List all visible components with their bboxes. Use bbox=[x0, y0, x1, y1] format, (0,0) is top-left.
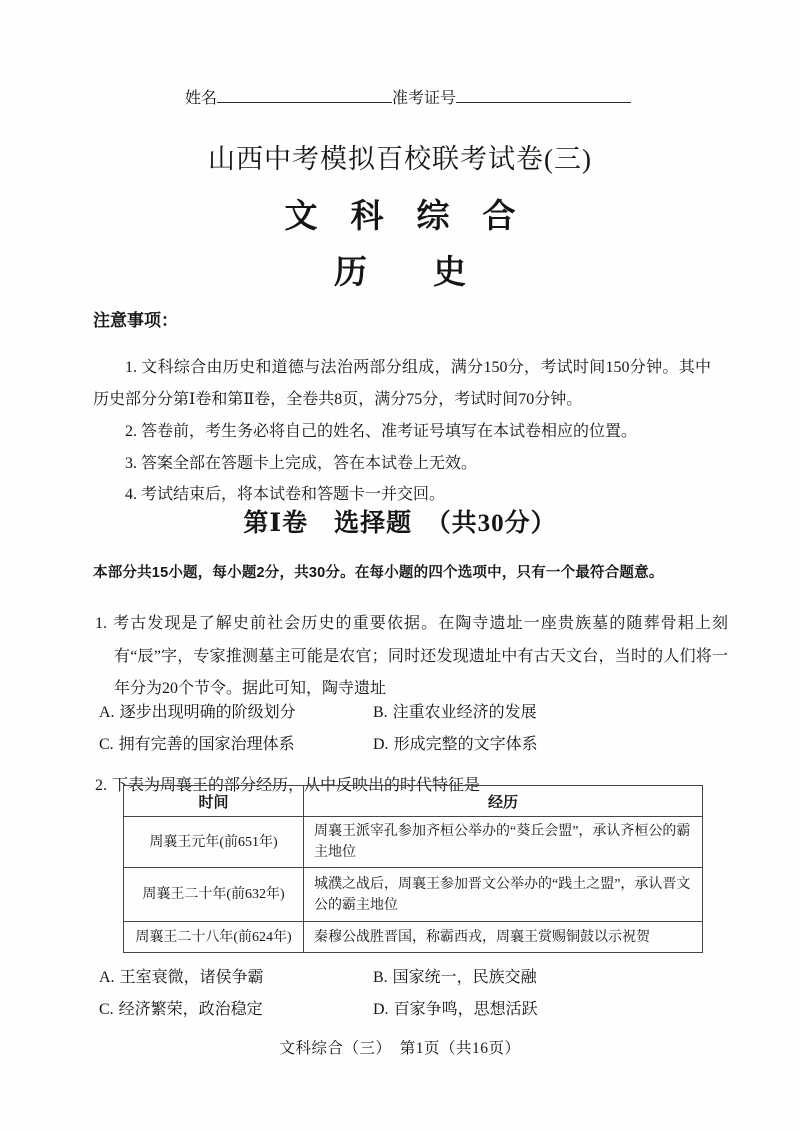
candidate-id-label: 准考证号 bbox=[392, 90, 457, 107]
option-text: 拥有完善的国家治理体系 bbox=[118, 735, 295, 753]
option-label: C. bbox=[99, 1000, 114, 1018]
option-label: C. bbox=[99, 735, 114, 753]
question-1 bbox=[95, 608, 728, 706]
option-label: D. bbox=[373, 735, 389, 753]
question-1-option-c bbox=[99, 731, 373, 754]
question-2-option-a bbox=[99, 964, 373, 987]
option-label: D. bbox=[373, 1000, 389, 1018]
option-text: 逐步出现明确的阶级划分 bbox=[119, 703, 296, 721]
exam-title: 山西中考模拟百校联考试卷(三) bbox=[208, 144, 592, 174]
name-blank-line bbox=[217, 85, 392, 103]
option-text: 经济繁荣，政治稳定 bbox=[118, 1000, 263, 1018]
question-2-number: 2. bbox=[95, 777, 107, 794]
notice-item-4: 4. 考试结束后，将本试卷和答题卡一并交回。 bbox=[125, 486, 446, 503]
table-header-row bbox=[124, 786, 703, 817]
question-2-option-b bbox=[373, 964, 703, 987]
question-2-option-c bbox=[99, 996, 373, 1019]
table-cell-experience: 秦穆公战胜晋国，称霸西戎，周襄王赏赐铜鼓以示祝贺 bbox=[304, 922, 703, 953]
option-label: A. bbox=[99, 968, 115, 986]
table-row bbox=[124, 817, 703, 868]
option-text: 注重农业经济的发展 bbox=[392, 703, 537, 721]
part1-intro: 本部分共15小题，每小题2分，共30分。在每小题的四个选项中，只有一个最符合题意。 bbox=[93, 565, 664, 581]
candidate-info-row bbox=[185, 85, 631, 108]
notice-title: 注意事项： bbox=[93, 311, 178, 330]
candidate-id-blank-line bbox=[456, 85, 631, 103]
option-label: A. bbox=[99, 703, 115, 721]
question-2-option-d bbox=[373, 996, 703, 1019]
option-text: 王室衰微，诸侯争霸 bbox=[119, 968, 264, 986]
option-text: 形成完整的文字体系 bbox=[393, 735, 538, 753]
notice-item-3: 3. 答案全部在答题卡上完成，答在本试卷上无效。 bbox=[125, 455, 478, 472]
question-1-option-d bbox=[373, 731, 703, 754]
table-cell-time: 周襄王二十年(前632年) bbox=[124, 868, 304, 922]
question-2-options bbox=[99, 959, 703, 1023]
notice-item-1: 1. 文科综合由历史和道德与法治两部分组成，满分150分，考试时间150分钟。其中历史部分分第Ⅰ卷和第Ⅱ卷，全卷共8页，满分75分，考试时间70分钟。 bbox=[93, 359, 711, 408]
table-cell-time: 周襄王元年(前651年) bbox=[124, 817, 304, 868]
part1-heading: 第Ⅰ卷 选择题 （共30分） bbox=[243, 510, 557, 537]
table-cell-experience: 周襄王派宰孔参加齐桓公举办的“葵丘会盟”，承认齐桓公的霸主地位 bbox=[304, 817, 703, 868]
name-label: 姓名 bbox=[185, 90, 218, 107]
table-cell-time: 周襄王二十八年(前624年) bbox=[124, 922, 304, 953]
table-row bbox=[124, 868, 703, 922]
option-label: B. bbox=[373, 968, 388, 986]
option-label: B. bbox=[373, 703, 388, 721]
question-1-option-b bbox=[373, 699, 703, 722]
notice-item-2: 2. 答卷前，考生务必将自己的姓名、准考证号填写在本试卷相应的位置。 bbox=[125, 423, 638, 440]
question-1-text: 考古发现是了解史前社会历史的重要依据。在陶寺遗址一座贵族墓的随葬骨耜上刻有“辰”字，专家推测墓主可能是农官；同时还发现遗址中有古天文台，当时的人们将一年分为20个节令。据此可知，陶寺遗址 bbox=[112, 615, 728, 697]
table-header-experience: 经历 bbox=[304, 786, 703, 817]
section-title: 历 史 bbox=[334, 255, 466, 291]
subject-title: 文 科 综 合 bbox=[284, 199, 516, 235]
question-2-text: 下表为周襄王的部分经历，从中反映出的时代特征是 bbox=[112, 777, 481, 794]
question-1-number: 1. bbox=[95, 615, 107, 632]
table-cell-experience: 城濮之战后，周襄王参加晋文公举办的“践土之盟”，承认晋文公的霸主地位 bbox=[304, 868, 703, 922]
option-text: 国家统一，民族交融 bbox=[392, 968, 537, 986]
option-text: 百家争鸣，思想活跃 bbox=[393, 1000, 538, 1018]
question-2-table bbox=[123, 785, 703, 953]
page-footer: 文科综合（三） 第1页（共16页） bbox=[279, 1040, 521, 1057]
question-1-options bbox=[99, 694, 703, 758]
table-row bbox=[124, 922, 703, 953]
table-header-time: 时间 bbox=[124, 786, 304, 817]
question-1-option-a bbox=[99, 699, 373, 722]
